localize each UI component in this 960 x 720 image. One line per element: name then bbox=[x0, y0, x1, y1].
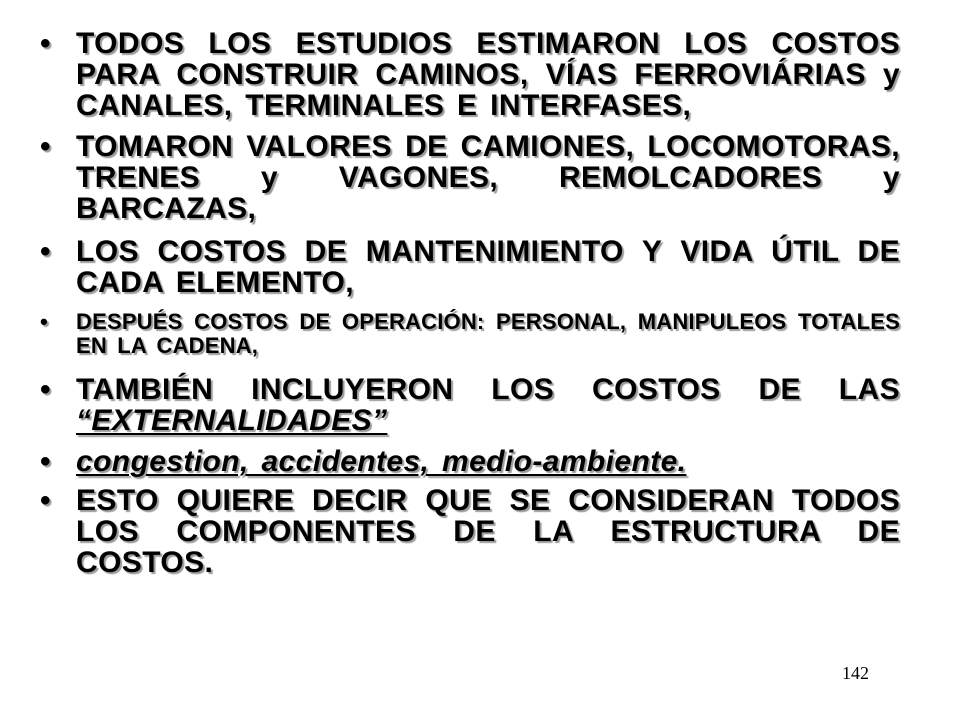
bullet-item bbox=[38, 374, 900, 436]
bullet-item bbox=[38, 485, 900, 578]
bullet-dot-icon: • bbox=[40, 373, 51, 406]
bullet-dot-icon: • bbox=[40, 484, 51, 517]
bullet-item bbox=[38, 236, 900, 298]
bullet-dot-icon: • bbox=[40, 445, 51, 478]
bullet-text: ESTO QUIERE DECIR QUE SE CONSIDERAN TODOS LOS COMPONENTES DE LA ESTRUCTURA DE COSTOS. bbox=[76, 484, 900, 579]
bullet-dot-icon: • bbox=[40, 27, 51, 60]
bullet-text: TOMARON VALORES DE CAMIONES, LOCOMOTORAS, TRENES y VAGONES, REMOLCADORES y BARCAZAS, bbox=[76, 130, 900, 225]
bullet-item bbox=[38, 28, 900, 121]
bullet-text: LOS COSTOS DE MANTENIMIENTO Y VIDA ÚTIL DE CADA ELEMENTO, bbox=[76, 235, 900, 299]
bullet-item bbox=[38, 131, 900, 224]
bullet-text-prefix: TAMBIÉN INCLUYERON LOS COSTOS DE LAS bbox=[76, 373, 900, 406]
externalidades-emphasis: “EXTERNALIDADES” bbox=[76, 404, 388, 437]
bullet-dot-icon: • bbox=[40, 309, 48, 334]
bullet-text: DESPUÉS COSTOS DE OPERACIÓN: PERSONAL, MANIPULEOS TOTALES EN LA CADENA, bbox=[76, 309, 900, 358]
page-number: 142 bbox=[842, 663, 869, 683]
bullet-list bbox=[38, 28, 900, 578]
bullet-dot-icon: • bbox=[40, 130, 51, 163]
bullet-text: TODOS LOS ESTUDIOS ESTIMARON LOS COSTOS PARA CONSTRUIR CAMINOS, VÍAS FERROVIÁRIAS y CANALES, TERMINALES E INTERFASES, bbox=[76, 27, 900, 122]
bullet-item bbox=[38, 310, 900, 358]
bullet-item bbox=[38, 446, 900, 477]
bullet-text: congestion, accidentes, medio-ambiente. bbox=[76, 445, 687, 478]
bullet-dot-icon: • bbox=[40, 235, 51, 268]
